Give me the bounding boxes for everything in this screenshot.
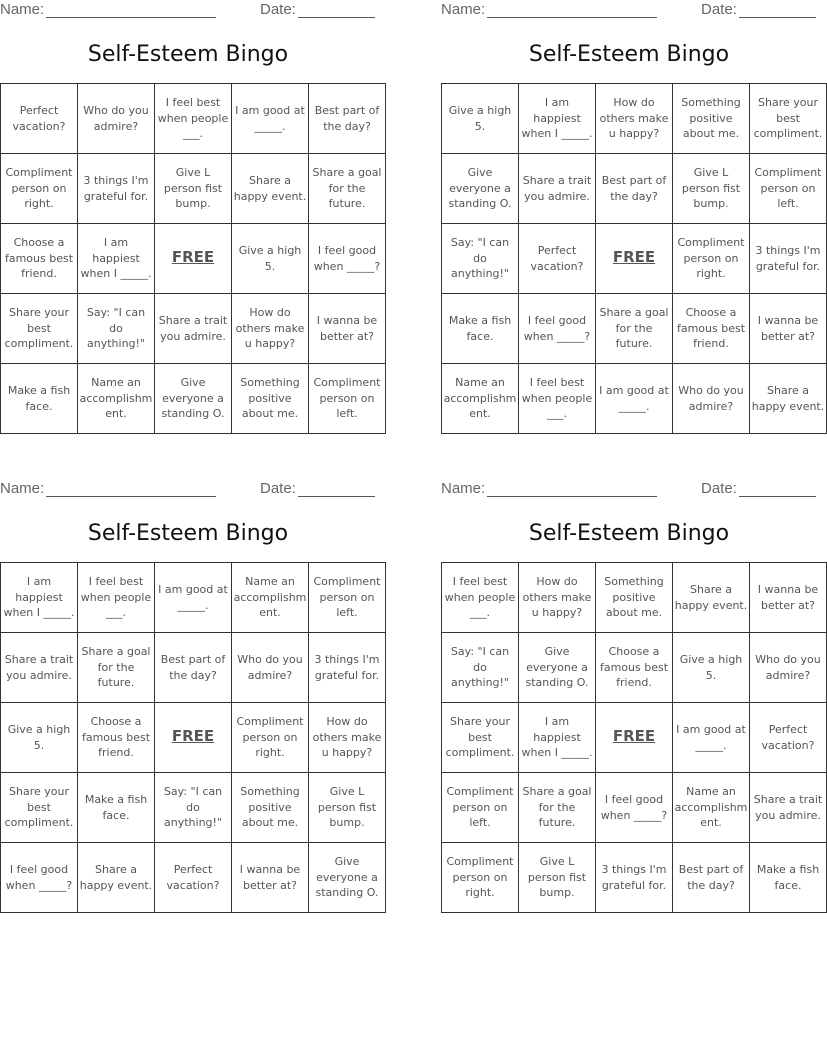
bingo-card	[0, 479, 382, 900]
bingo-square	[596, 364, 673, 434]
bingo-square	[309, 84, 386, 154]
bingo-square	[78, 154, 155, 224]
bingo-square-text: I feel good when _____?	[600, 793, 668, 822]
bingo-grid	[441, 83, 827, 434]
bingo-square	[442, 224, 519, 294]
bingo-square-text: Choose a famous best friend.	[676, 306, 746, 351]
name-label: Name:	[441, 1, 486, 18]
bingo-square-text: Share a goal for the future.	[312, 166, 382, 211]
bingo-square-text: Compliment person on right.	[5, 166, 73, 211]
bingo-square	[1, 364, 78, 434]
name-label: Name:	[0, 1, 45, 18]
bingo-square	[673, 773, 750, 843]
bingo-square	[596, 154, 673, 224]
bingo-square-text: How do others make u happy?	[599, 96, 669, 141]
bingo-row	[1, 224, 386, 294]
date-blank	[298, 496, 375, 497]
bingo-square	[442, 563, 519, 633]
bingo-square-text: Best part of the day?	[678, 863, 744, 892]
bingo-square	[309, 224, 386, 294]
bingo-square	[442, 703, 519, 773]
bingo-square-text: Give L person fist bump.	[317, 785, 377, 830]
bingo-square	[232, 843, 309, 913]
bingo-square-text: Share a goal for the future.	[522, 785, 592, 830]
bingo-square-text: Give a high 5.	[238, 244, 302, 273]
bingo-row	[442, 364, 827, 434]
bingo-square	[596, 294, 673, 364]
bingo-card	[441, 479, 823, 900]
bingo-square-text: I wanna be better at?	[316, 314, 378, 343]
bingo-square	[78, 773, 155, 843]
bingo-square	[673, 633, 750, 703]
bingo-square-text: Give a high 5.	[448, 104, 512, 133]
bingo-square	[1, 84, 78, 154]
bingo-square	[155, 563, 232, 633]
bingo-square	[750, 154, 827, 224]
bingo-square	[155, 154, 232, 224]
bingo-square-text: Share a trait you admire.	[522, 174, 592, 203]
free-space	[596, 703, 673, 773]
bingo-square	[750, 703, 827, 773]
bingo-square-text: Perfect vacation?	[530, 244, 584, 273]
bingo-square	[232, 154, 309, 224]
date-label: Date:	[701, 480, 737, 497]
bingo-square	[1, 773, 78, 843]
name-label: Name:	[0, 480, 45, 497]
bingo-square-text: Share a happy event.	[751, 384, 825, 413]
bingo-row	[442, 563, 827, 633]
bingo-square	[673, 154, 750, 224]
bingo-square	[1, 703, 78, 773]
bingo-square-text: Share your best compliment.	[4, 785, 74, 830]
bingo-square-text: I am happiest when I _____.	[521, 715, 593, 760]
bingo-square-text: I am good at _____.	[599, 384, 669, 413]
date-label: Date:	[701, 1, 737, 18]
bingo-square-text: I feel best when people ___.	[444, 575, 516, 620]
bingo-square-text: I wanna be better at?	[239, 863, 301, 892]
bingo-square	[673, 224, 750, 294]
bingo-square	[673, 364, 750, 434]
bingo-square-text: 3 things I'm grateful for.	[755, 244, 821, 273]
card-title: Self-Esteem Bingo	[528, 521, 730, 546]
bingo-square-text: Best part of the day?	[601, 174, 667, 203]
bingo-square	[232, 364, 309, 434]
bingo-row	[1, 563, 386, 633]
bingo-square	[519, 773, 596, 843]
bingo-square	[442, 843, 519, 913]
bingo-square-text: Perfect vacation?	[166, 863, 220, 892]
name-label: Name:	[441, 480, 486, 497]
bingo-square	[596, 633, 673, 703]
bingo-square	[232, 224, 309, 294]
bingo-grid	[0, 562, 386, 913]
bingo-square-text: 3 things I'm grateful for.	[83, 174, 149, 203]
bingo-square-text: Name an accomplishment.	[233, 575, 307, 620]
bingo-square	[78, 294, 155, 364]
bingo-square	[309, 843, 386, 913]
bingo-square	[1, 633, 78, 703]
bingo-square	[596, 843, 673, 913]
bingo-square	[1, 843, 78, 913]
date-label: Date:	[260, 480, 296, 497]
bingo-square-text: I am happiest when I _____.	[3, 575, 75, 620]
bingo-square-text: I am good at _____.	[158, 583, 228, 612]
name-blank	[487, 17, 657, 18]
bingo-square	[519, 224, 596, 294]
bingo-square-text: I am happiest when I _____.	[521, 96, 593, 141]
bingo-square-text: Say: "I can do anything!"	[450, 645, 510, 690]
bingo-square-text: 3 things I'm grateful for.	[314, 653, 380, 682]
bingo-square	[232, 84, 309, 154]
bingo-square	[309, 563, 386, 633]
bingo-square	[673, 294, 750, 364]
bingo-square-text: I wanna be better at?	[757, 314, 819, 343]
bingo-grid	[441, 562, 827, 913]
bingo-square	[309, 773, 386, 843]
name-date-line	[441, 479, 817, 501]
bingo-square	[1, 154, 78, 224]
bingo-square-text: Say: "I can do anything!"	[163, 785, 223, 830]
bingo-square	[519, 364, 596, 434]
bingo-square	[442, 154, 519, 224]
bingo-square	[519, 84, 596, 154]
bingo-square	[519, 843, 596, 913]
bingo-square-text: Best part of the day?	[160, 653, 226, 682]
bingo-square	[309, 633, 386, 703]
bingo-square-text: Give everyone a standing O.	[448, 166, 512, 211]
bingo-square-text: Share a goal for the future.	[599, 306, 669, 351]
bingo-square	[750, 633, 827, 703]
bingo-square-text: Who do you admire?	[755, 653, 821, 682]
bingo-square	[78, 703, 155, 773]
bingo-square-text: I feel best when people ___.	[521, 376, 593, 421]
bingo-square-text: Say: "I can do anything!"	[86, 306, 146, 351]
bingo-square-text: Give a high 5.	[7, 723, 71, 752]
bingo-square-text: FREE	[171, 248, 215, 267]
bingo-square-text: Who do you admire?	[237, 653, 303, 682]
bingo-square	[155, 294, 232, 364]
bingo-square	[155, 84, 232, 154]
bingo-square	[78, 364, 155, 434]
bingo-square-text: Share a trait you admire.	[4, 653, 74, 682]
bingo-row	[442, 154, 827, 224]
bingo-square-text: I am good at _____.	[235, 104, 305, 133]
free-space	[155, 224, 232, 294]
bingo-row	[1, 364, 386, 434]
bingo-square-text: Name an accomplishment.	[443, 376, 517, 421]
bingo-square-text: Choose a famous best friend.	[4, 236, 74, 281]
bingo-square-text: Share a goal for the future.	[81, 645, 151, 690]
bingo-square	[232, 294, 309, 364]
bingo-square-text: FREE	[612, 248, 656, 267]
bingo-square	[519, 633, 596, 703]
bingo-square	[519, 703, 596, 773]
card-title: Self-Esteem Bingo	[87, 42, 289, 67]
bingo-square-text: FREE	[171, 727, 215, 746]
bingo-square-text: 3 things I'm grateful for.	[601, 863, 667, 892]
bingo-row	[1, 84, 386, 154]
bingo-square-text: Give everyone a standing O.	[161, 376, 225, 421]
date-blank	[739, 496, 816, 497]
bingo-square-text: Give L person fist bump.	[527, 855, 587, 900]
bingo-square-text: Perfect vacation?	[761, 723, 815, 752]
bingo-square	[309, 294, 386, 364]
name-date-line	[0, 479, 376, 501]
bingo-square	[442, 364, 519, 434]
card-title: Self-Esteem Bingo	[87, 521, 289, 546]
bingo-row	[1, 703, 386, 773]
bingo-square	[750, 773, 827, 843]
bingo-square-text: Perfect vacation?	[12, 104, 66, 133]
bingo-square-text: I feel good when _____?	[523, 314, 591, 343]
bingo-square	[78, 843, 155, 913]
bingo-square	[673, 563, 750, 633]
bingo-square-text: I feel best when people ___.	[157, 96, 229, 141]
bingo-square-text: Best part of the day?	[314, 104, 380, 133]
bingo-square	[519, 563, 596, 633]
bingo-square-text: Something positive about me.	[604, 575, 664, 620]
bingo-square-text: Share a trait you admire.	[158, 314, 228, 343]
bingo-square	[596, 563, 673, 633]
bingo-square-text: Share your best compliment.	[445, 715, 515, 760]
bingo-row	[442, 294, 827, 364]
bingo-row	[442, 773, 827, 843]
bingo-square-text: Compliment person on right.	[236, 715, 304, 760]
free-space	[155, 703, 232, 773]
bingo-square	[1, 294, 78, 364]
bingo-square	[309, 154, 386, 224]
bingo-square-text: Share a happy event.	[674, 583, 748, 612]
bingo-square-text: Compliment person on left.	[754, 166, 822, 211]
bingo-row	[1, 294, 386, 364]
bingo-square	[1, 224, 78, 294]
bingo-row	[442, 633, 827, 703]
bingo-square-text: I am good at _____.	[676, 723, 746, 752]
bingo-square	[78, 563, 155, 633]
bingo-square-text: Something positive about me.	[681, 96, 741, 141]
bingo-square	[232, 633, 309, 703]
bingo-square	[78, 84, 155, 154]
bingo-square	[750, 224, 827, 294]
bingo-square-text: Choose a famous best friend.	[599, 645, 669, 690]
bingo-square-text: Make a fish face.	[448, 314, 512, 343]
bingo-square	[442, 84, 519, 154]
name-blank	[46, 17, 216, 18]
bingo-square-text: I feel good when _____?	[313, 244, 381, 273]
bingo-row	[1, 843, 386, 913]
bingo-row	[442, 224, 827, 294]
bingo-square	[442, 633, 519, 703]
bingo-square-text: FREE	[612, 727, 656, 746]
bingo-square-text: I am happiest when I _____.	[80, 236, 152, 281]
bingo-square-text: Share your best compliment.	[753, 96, 823, 141]
bingo-square-text: How do others make u happy?	[235, 306, 305, 351]
bingo-square-text: Share a happy event.	[233, 174, 307, 203]
name-date-line	[0, 0, 376, 22]
bingo-square-text: Compliment person on left.	[446, 785, 514, 830]
bingo-square-text: Something positive about me.	[240, 785, 300, 830]
bingo-square	[750, 294, 827, 364]
bingo-square	[155, 364, 232, 434]
bingo-square	[442, 294, 519, 364]
free-space	[596, 224, 673, 294]
bingo-square-text: Share a happy event.	[79, 863, 153, 892]
bingo-square-text: Make a fish face.	[7, 384, 71, 413]
bingo-square-text: How do others make u happy?	[522, 575, 592, 620]
bingo-square	[596, 773, 673, 843]
date-blank	[298, 17, 375, 18]
bingo-square-text: Compliment person on left.	[313, 575, 381, 620]
bingo-square-text: Name an accomplishment.	[674, 785, 748, 830]
bingo-square	[673, 843, 750, 913]
bingo-square-text: I wanna be better at?	[757, 583, 819, 612]
bingo-square-text: Give everyone a standing O.	[525, 645, 589, 690]
bingo-square	[750, 364, 827, 434]
bingo-square-text: Compliment person on right.	[677, 236, 745, 281]
bingo-square-text: Compliment person on left.	[313, 376, 381, 421]
bingo-row	[1, 633, 386, 703]
bingo-square	[673, 703, 750, 773]
bingo-square-text: Share your best compliment.	[4, 306, 74, 351]
bingo-row	[1, 773, 386, 843]
bingo-square-text: Give L person fist bump.	[681, 166, 741, 211]
bingo-square	[309, 703, 386, 773]
bingo-square	[519, 154, 596, 224]
bingo-square-text: Make a fish face.	[756, 863, 820, 892]
bingo-square-text: Name an accomplishment.	[79, 376, 153, 421]
bingo-square	[155, 773, 232, 843]
bingo-row	[442, 843, 827, 913]
bingo-square-text: Give everyone a standing O.	[315, 855, 379, 900]
bingo-square	[232, 563, 309, 633]
bingo-square-text: Compliment person on right.	[446, 855, 514, 900]
bingo-square-text: I feel good when _____?	[5, 863, 73, 892]
bingo-square	[519, 294, 596, 364]
bingo-square-text: Say: "I can do anything!"	[450, 236, 510, 281]
bingo-square	[750, 563, 827, 633]
bingo-card	[441, 0, 825, 421]
bingo-square	[750, 84, 827, 154]
date-label: Date:	[260, 1, 296, 18]
bingo-square-text: How do others make u happy?	[312, 715, 382, 760]
date-blank	[739, 17, 816, 18]
card-title: Self-Esteem Bingo	[528, 42, 730, 67]
bingo-square	[155, 633, 232, 703]
bingo-square	[750, 843, 827, 913]
bingo-row	[1, 154, 386, 224]
bingo-square	[78, 633, 155, 703]
bingo-square	[232, 773, 309, 843]
bingo-row	[442, 703, 827, 773]
bingo-square	[1, 563, 78, 633]
bingo-square-text: Choose a famous best friend.	[81, 715, 151, 760]
bingo-square	[155, 843, 232, 913]
bingo-square-text: Give L person fist bump.	[163, 166, 223, 211]
bingo-square-text: Make a fish face.	[84, 793, 148, 822]
bingo-square	[442, 773, 519, 843]
bingo-square-text: Give a high 5.	[679, 653, 743, 682]
name-blank	[46, 496, 216, 497]
bingo-square-text: Something positive about me.	[240, 376, 300, 421]
bingo-square	[232, 703, 309, 773]
bingo-square	[78, 224, 155, 294]
bingo-square	[596, 84, 673, 154]
bingo-grid	[0, 83, 386, 434]
bingo-square-text: Share a trait you admire.	[753, 793, 823, 822]
bingo-row	[442, 84, 827, 154]
name-blank	[487, 496, 657, 497]
bingo-square-text: Who do you admire?	[678, 384, 744, 413]
bingo-card	[0, 0, 382, 421]
name-date-line	[441, 0, 817, 22]
bingo-square-text: Who do you admire?	[83, 104, 149, 133]
bingo-square	[673, 84, 750, 154]
bingo-square-text: I feel best when people ___.	[80, 575, 152, 620]
bingo-square	[309, 364, 386, 434]
